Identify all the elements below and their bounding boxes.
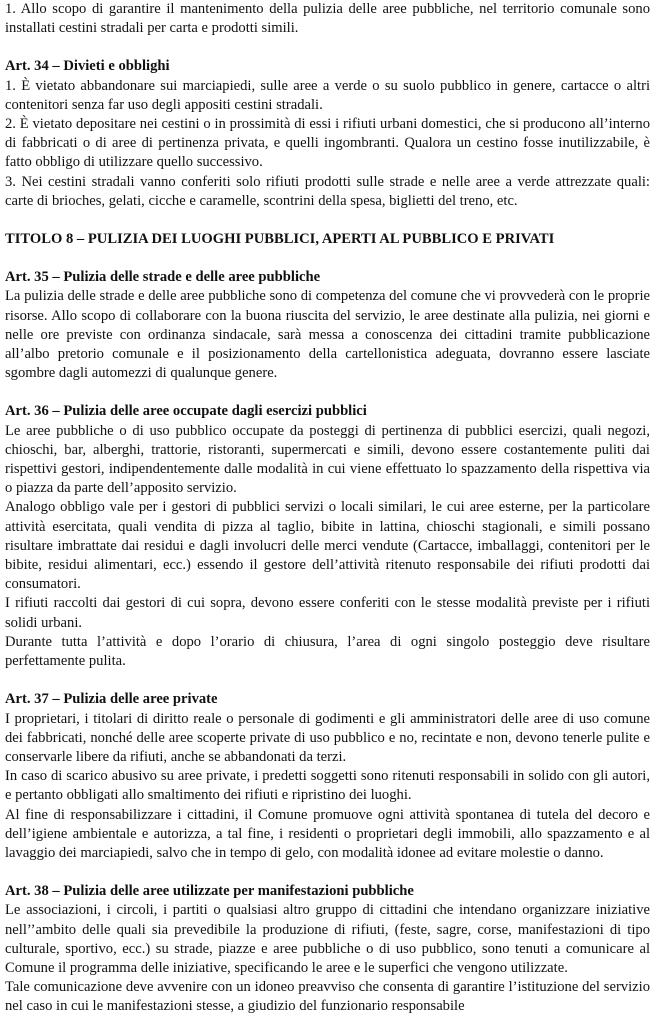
spacer [5, 38, 650, 57]
article-38-paragraph: Le associazioni, i circoli, i partiti o qualsiasi altro gruppo di cittadini che intendano organizzare iniziative nell’’ambito delle quali sia prevedibile la produzione di rifiuti, (feste, sagre, corse, manifestazioni di tipo culturale, sportivo, ecc.) su strade, piazze e aree pubbliche o di uso pubblico, sono tenuti a comunicare al Comune il programma delle iniziative, specificando le aree e le superfici che vengono utilizzate. [5, 902, 650, 976]
article-38-heading: Art. 38 – Pulizia delle aree utilizzate per manifestazioni pubbliche [5, 883, 414, 900]
spacer [5, 249, 650, 268]
article-35-paragraph: La pulizia delle strade e delle aree pubbliche sono di competenza del comune che vi provvederà con le proprie risorse. Allo scopo di collaborare con la buona riuscita del servizio, le aree destinate alla pulizia, nei giorni e nelle ore previste con ordinanza sindacale, sarà messa a conoscenza dei cittadini tramite pubblicazione all’albo pretorio comunale e il posizionamento della cartellonistica adeguata, dovranno essere lasciate sgombre dagli automezzi di qualunque genere. [5, 288, 650, 382]
article-34-heading: Art. 34 – Divieti e obblighi [5, 58, 170, 75]
document-page [5, 0, 650, 1017]
article-35 [5, 268, 650, 383]
article-37 [5, 690, 650, 863]
article-37-paragraph: Al fine di responsabilizzare i cittadini, il Comune promuove ogni attività spontanea di tutela del decoro e dell’igiene ambientale e autorizza, a tal fine, i residenti o proprietari degli immobili, allo spazzamento e al lavaggio dei marciapiedi, salvo che in tempo di gelo, con modalità idonee ad evitare molestie o danno. [5, 806, 650, 861]
article-36-heading: Art. 36 – Pulizia delle aree occupate dagli esercizi pubblici [5, 403, 367, 420]
spacer [5, 671, 650, 690]
article-36 [5, 402, 650, 671]
article-36-paragraph: Durante tutta l’attività e dopo l’orario di chiusura, l’area di ogni singolo posteggio deve risultare perfettamente pulita. [5, 633, 650, 670]
article-36-paragraph: Analogo obbligo vale per i gestori di pubblici servizi o locali similari, le cui aree esterne, per la particolare attività esercitata, quali vendita di pizza al taglio, bibite in lattina, chioschi stagionali, e simili possano risultare imbrattate dai residui e dagli involucri delle merci vendute (Cartacce, imballaggi, contenitori per le bibite, residui alimentari, ecc.) essendo il gestore dell’attività ritenuto responsabile dei rifiuti prodotti dai consumatori. [5, 499, 650, 593]
article-38-paragraph: Tale comunicazione deve avvenire con un idoneo preavviso che consenta di garantire l’istituzione del servizio nel caso in cui le manifestazioni stesse, a giudizio del funzionario responsabile [5, 979, 650, 1015]
article-34-paragraph: 1. È vietato abbandonare sui marciapiedi, sulle aree a verde o su suolo pubblico in genere, cartacce o altri contenitori senza far uso degli appositi cestini stradali. [5, 77, 650, 113]
article-37-heading: Art. 37 – Pulizia delle aree private [5, 691, 218, 708]
article-37-paragraph: I proprietari, i titolari di diritto reale o personale di godimenti e gli amministratori delle aree di uso comune dei fabbricati, nonché delle aree scoperte private di uso pubblico e no, recintate e non, devono tenerle pulite e conservarle libere da rifiuti, anche se abbandonati da terzi. [5, 710, 650, 765]
article-38 [5, 882, 650, 1016]
titolo-8-heading: TITOLO 8 – PULIZIA DEI LUOGHI PUBBLICI, APERTI AL PUBBLICO E PRIVATI [5, 231, 555, 248]
article-34-paragraph: 3. Nei cestini stradali vanno conferiti solo rifiuti prodotti sulle strade e nelle aree a verde attrezzate quali: carte di brioches, gelati, cicche e caramelle, scontrini della spesa, biglietti del treno, etc. [5, 173, 650, 209]
spacer [5, 863, 650, 882]
article-36-paragraph: Le aree pubbliche o di uso pubblico occupate da posteggi di pertinenza di pubblici esercizi, quali negozi, chioschi, bar, alberghi, trattorie, ristoranti, supermercati e simili, devono essere costantemente puliti dai rispettivi gestori, indipendentemente dalle modalità in cui viene effettuato lo spazzamento della rispettiva via o piazza da parte dell’apposito servizio. [5, 422, 650, 497]
article-36-paragraph: I rifiuti raccolti dai gestori di cui sopra, devono essere conferiti con le stesse modalità previste per i rifiuti solidi urbani. [5, 595, 650, 631]
article-34 [5, 57, 650, 211]
article-34-paragraph: 2. È vietato depositare nei cestini o in prossimità di essi i rifiuti urbani domestici, che si producono all’interno di fabbricati o di aree di pertinenza privata, e quelli ingombranti. Qualora un cestino fosse inutilizzabile, è fatto obbligo di utilizzare quello successivo. [5, 116, 650, 171]
article-35-heading: Art. 35 – Pulizia delle strade e delle aree pubbliche [5, 269, 321, 286]
intro-paragraph: 1. Allo scopo di garantire il mantenimento della pulizia delle aree pubbliche, nel territorio comunale sono installati cestini stradali per carta e prodotti simili. [5, 1, 650, 37]
spacer [5, 211, 650, 230]
article-37-paragraph: In caso di scarico abusivo su aree private, i predetti soggetti sono ritenuti responsabili in solido con gli autori, e pertanto obbligati allo smaltimento dei rifiuti e ripristino dei luoghi. [5, 768, 650, 804]
spacer [5, 383, 650, 402]
